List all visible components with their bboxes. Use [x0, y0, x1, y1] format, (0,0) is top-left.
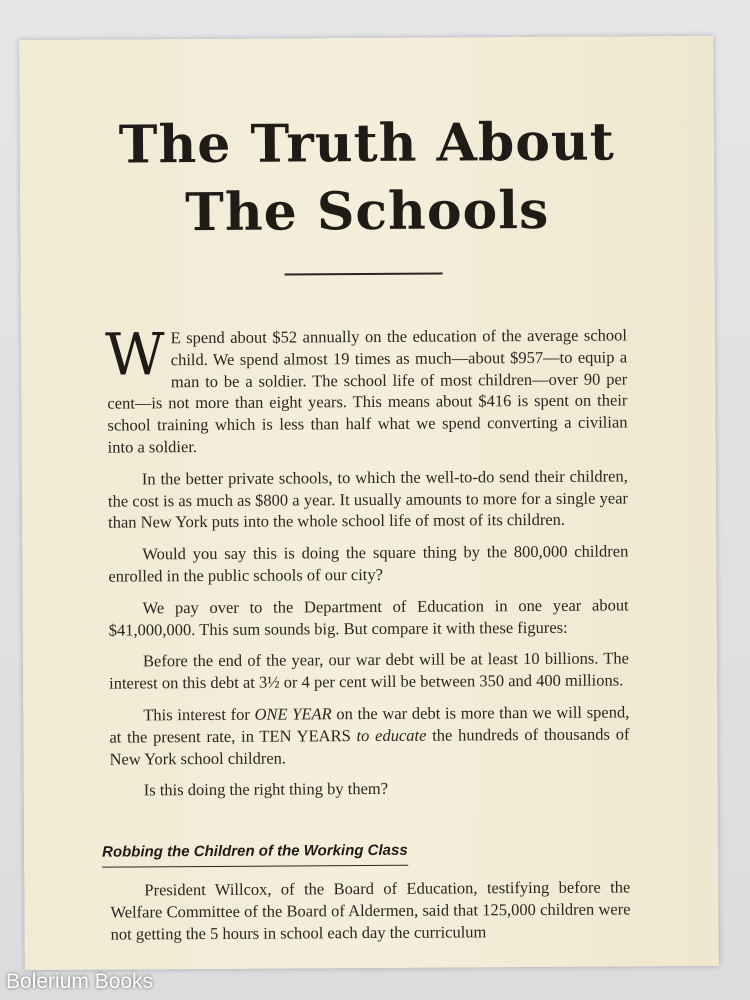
page-title — [20, 108, 715, 248]
document-page — [19, 36, 719, 970]
title-line-1: The Truth About — [118, 111, 615, 176]
paragraph-8: President Willcox, of the Board of Education, testifying before the Welfare Committee of the Board of Aldermen, said that 125,000 children were not getting the 5 hours in school each day the curriculum — [110, 877, 631, 944]
paragraph-7: Is this doing the right thing by them? — [143, 779, 389, 800]
paragraph-3: Would you say this is doing the square thing by the 800,000 children enrolled in the public schools of our city? — [108, 541, 629, 586]
title-line-2: The Schools — [184, 179, 550, 244]
p6-part-d: to educate — [356, 725, 427, 745]
drop-cap: W — [104, 320, 165, 389]
paragraph-2: In the better private schools, to which the well-to-do send their children, the cost is as much as $800 a year. It usually amounts to more for a single year than New York puts into the whole school life of most of its children. — [107, 466, 629, 532]
p6-part-b: ONE YEAR — [254, 704, 332, 724]
p6-part-e: the hundreds of thousands of New York school children. — [109, 724, 630, 769]
p6-part-a: This interest for — [143, 704, 255, 725]
p6-part-c: on the war debt is more than we will spend, at the present rate, in TEN YEARS — [109, 702, 630, 747]
title-divider — [285, 273, 443, 276]
paragraph-4: We pay over to the Department of Education in one year about $41,000,000. This sum sounds big. But compare it with these figures: — [108, 595, 629, 640]
paragraph-1 — [104, 320, 628, 458]
paragraph-5: Before the end of the year, our war debt will be at least 10 billions. The interest on this debt at 3½ or 4 per cent will be between 350 and 400 millions. — [109, 648, 630, 693]
section-heading: Robbing the Children of the Working Class — [102, 840, 408, 868]
paragraph-1-text: E spend about $52 annually on the education of the average school child. We spend almost 19 times as much—about $957—to equip a man to be a soldier. The school life of most children—over 90 per cent—is not more than eight years. This means about $416 is spent on their school training which is less than half what we spend converting a civilian into a soldier. — [107, 325, 628, 457]
watermark: Bolerium Books — [6, 970, 154, 993]
paragraph-6 — [109, 701, 629, 770]
document-body — [102, 320, 631, 954]
